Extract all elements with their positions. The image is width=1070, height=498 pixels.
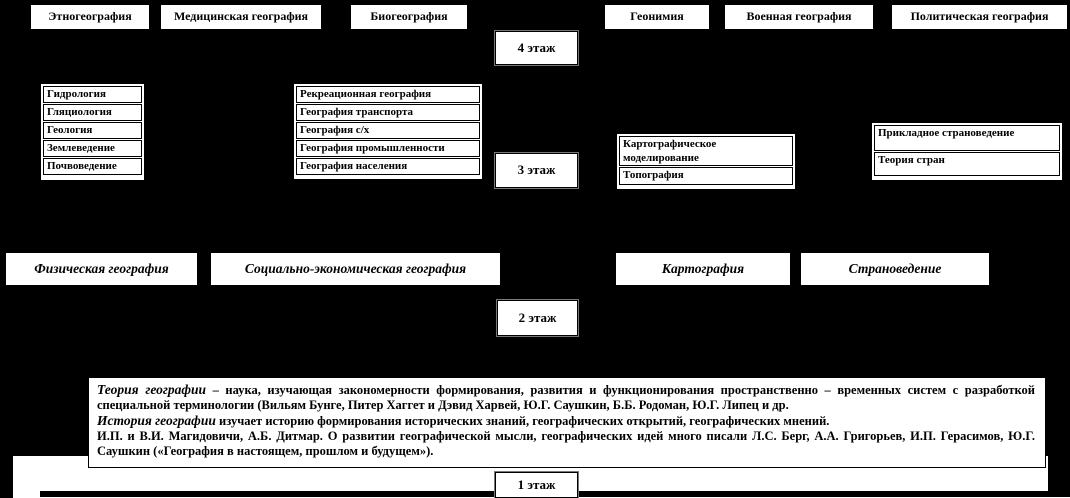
list-item: Землеведение	[43, 140, 142, 157]
box-country-studies: Страноведение	[800, 252, 990, 286]
box-medical-geography: Медицинская география	[160, 4, 322, 30]
box-physical-geography: Физическая география	[5, 252, 198, 286]
theory-of-geography-text: – наука, изучающая закономерности формирования, развития и функционирования пространственно – временных систем с разработкой специальной терминологии (Вильям Бунге, Питер Хаггет и Дэвид Харвей, Ю.Г. Саушкин, Б.Б. Родоман, Ю.Г. Липец и др.	[97, 383, 1035, 412]
box-ethnogeography: Этногеография	[30, 4, 150, 30]
historiography-text: И.П. и В.И. Магидовичи, А.Б. Дитмар. О развитии географической мысли, географических идей много писали Л.С. Берг, А.А. Григорьев, И.П. Герасимов, Ю.Г. Саушкин («География в настоящем, прошлом и будущем»).	[97, 429, 1035, 458]
floor-1-label: 1 этаж	[495, 472, 578, 498]
list-item: Топография	[619, 167, 793, 185]
box-cartography: Картография	[615, 252, 791, 286]
history-of-geography-text: изучает историю формирования исторических знаний, географических открытий, географических мнений.	[215, 414, 830, 428]
background-right-sliver	[1048, 456, 1070, 491]
cartography-branches-list	[616, 133, 796, 190]
list-item: Прикладное страноведение	[874, 125, 1060, 151]
country-branches-list	[871, 122, 1063, 181]
list-item: Гидрология	[43, 86, 142, 103]
list-item: География населения	[296, 158, 480, 175]
list-item: География с/х	[296, 122, 480, 139]
list-item: География транспорта	[296, 104, 480, 121]
floor-4-label: 4 этаж	[495, 31, 578, 65]
foundation-text-box	[88, 377, 1046, 468]
background-left-sliver	[0, 456, 13, 498]
physical-branches-list	[40, 83, 145, 181]
floor-2-label: 2 этаж	[497, 300, 578, 336]
list-item: География промышленности	[296, 140, 480, 157]
list-item: Гляциология	[43, 104, 142, 121]
list-item: Теория стран	[874, 152, 1060, 176]
box-military-geography: Военная география	[724, 4, 874, 30]
box-biogeography: Биогеография	[350, 4, 468, 30]
box-political-geography: Политическая география	[891, 4, 1068, 30]
box-socioeconomic-geography: Социально-экономическая география	[210, 252, 501, 286]
list-item: Геология	[43, 122, 142, 139]
list-item: Картографическое моделирование	[619, 136, 793, 166]
socioeconomic-branches-list	[293, 83, 483, 180]
history-of-geography-lead: История географии	[97, 413, 216, 428]
floor-3-label: 3 этаж	[495, 153, 578, 188]
theory-of-geography-lead: Теория географии	[97, 382, 207, 397]
list-item: Рекреационная география	[296, 86, 480, 103]
box-geonymy: Геонимия	[604, 4, 710, 30]
list-item: Почвоведение	[43, 158, 142, 175]
